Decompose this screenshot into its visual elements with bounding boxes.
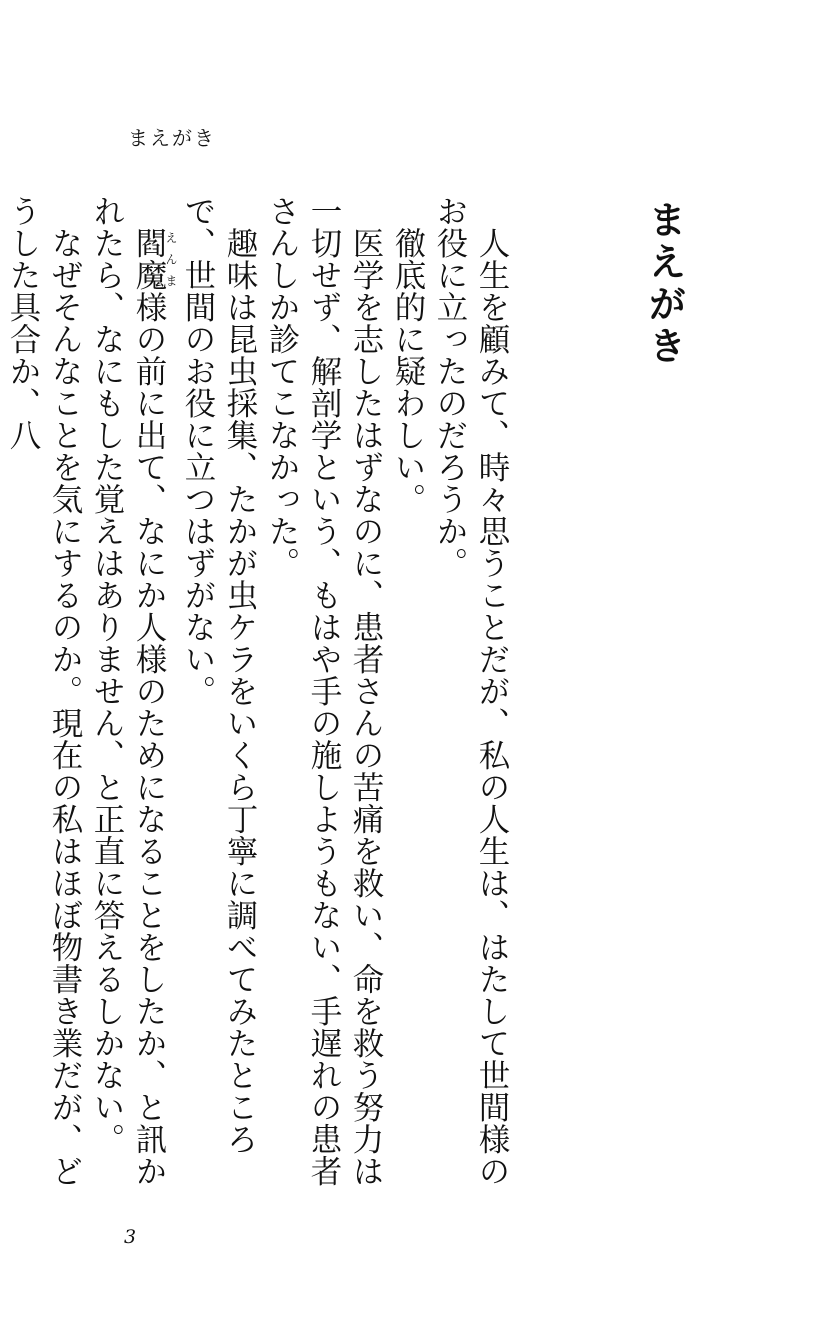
paragraph: 人生を顧みて、時々思うことだが、私の人生は、はたして世間様のお役に立ったのだろうか。 xyxy=(432,195,510,1187)
paragraph-rest: 様の前に出て、なにか人様のためになることをしたか、と訊かれたら、なにもした覚えはありません、と正直に答えるしかない。 xyxy=(89,195,167,1187)
paragraph: 医学を志したはずなのに、患者さんの苦痛を救い、命を救う努力は一切せず、解剖学という、もはや手の施しようもない、手遅れの患者さんしか診てこなかった。 xyxy=(264,195,384,1187)
body-text xyxy=(5,195,513,1195)
chapter-title: まえがき xyxy=(642,200,686,368)
ruby-annotation xyxy=(131,226,178,291)
ruby-reading: えんま xyxy=(164,226,178,291)
running-head: まえがき xyxy=(128,126,216,150)
ruby-base: 閻魔 xyxy=(131,226,167,291)
paragraph: 徹底的に疑わしい。 xyxy=(390,226,426,515)
page-number: 3 xyxy=(124,1226,137,1248)
paragraph: 趣味は昆虫採集、たかが虫ケラをいくら丁寧に調べてみたところで、世間のお役に立つはずがない。 xyxy=(180,195,258,1155)
paragraph xyxy=(86,195,177,1195)
paragraph: なぜそんなことを気にするのか。現在の私はほぼ物書き業だが、どうした具合か、八 xyxy=(5,195,83,1187)
